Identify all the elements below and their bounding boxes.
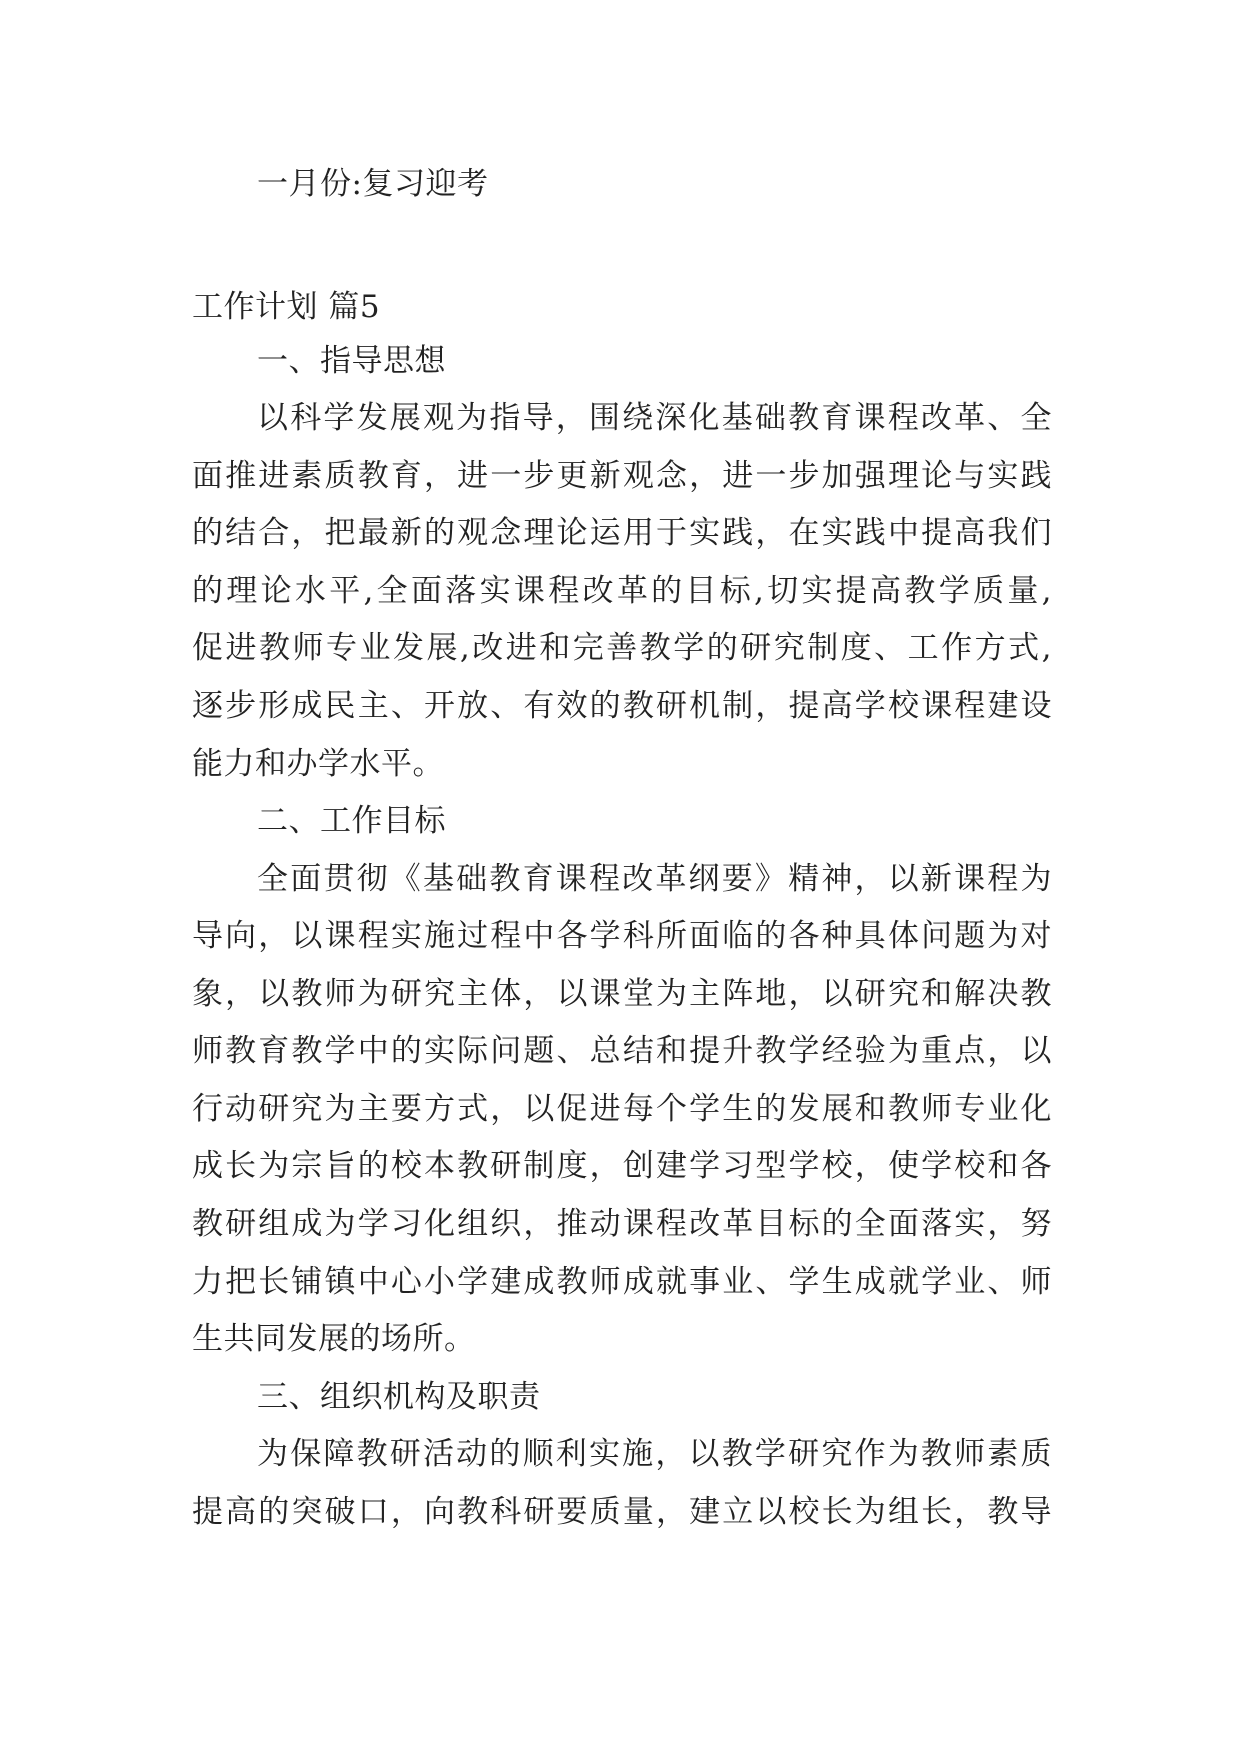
paragraph-line: 导向，以课程实施过程中各学科所面临的各种具体问题为对 — [192, 918, 1052, 954]
paragraph-line: 师教育教学中的实际问题、总结和提升教学经验为重点，以 — [192, 1033, 1052, 1069]
heading-organization: 三、组织机构及职责 — [257, 1379, 541, 1415]
paragraph-line: 象，以教师为研究主体，以课堂为主阵地，以研究和解决教 — [192, 976, 1052, 1012]
paragraph-line: 行动研究为主要方式，以促进每个学生的发展和教师专业化 — [192, 1091, 1052, 1127]
paragraph-line: 面推进素质教育，进一步更新观念，进一步加强理论与实践 — [192, 458, 1052, 494]
paragraph-line: 全面贯彻《基础教育课程改革纲要》精神，以新课程为 — [257, 861, 1052, 897]
paragraph-line: 的理论水平,全面落实课程改革的目标,切实提高教学质量, — [192, 573, 1052, 609]
paragraph-line: 以科学发展观为指导，围绕深化基础教育课程改革、全 — [257, 400, 1052, 436]
heading-work-goals: 二、工作目标 — [257, 803, 446, 839]
paragraph-line: 逐步形成民主、开放、有效的教研机制，提高学校课程建设 — [192, 688, 1052, 724]
paragraph-line: 力把长铺镇中心小学建成教师成就事业、学生成就学业、师 — [192, 1264, 1052, 1300]
heading-guiding-ideology: 一、指导思想 — [257, 343, 446, 379]
section-title: 工作计划 篇5 — [192, 289, 381, 325]
paragraph-line: 为保障教研活动的顺利实施，以教学研究作为教师素质 — [257, 1436, 1052, 1472]
paragraph-line: 提高的突破口，向教科研要质量，建立以校长为组长，教导 — [192, 1494, 1052, 1530]
paragraph-line: 能力和办学水平。 — [192, 746, 444, 782]
text-line-january: 一月份:复习迎考 — [257, 166, 489, 202]
paragraph-line: 促进教师专业发展,改进和完善教学的研究制度、工作方式, — [192, 630, 1052, 666]
paragraph-line: 生共同发展的场所。 — [192, 1321, 476, 1357]
paragraph-line: 成长为宗旨的校本教研制度，创建学习型学校，使学校和各 — [192, 1148, 1052, 1184]
paragraph-line: 教研组成为学习化组织，推动课程改革目标的全面落实，努 — [192, 1206, 1052, 1242]
paragraph-line: 的结合，把最新的观念理论运用于实践，在实践中提高我们 — [192, 515, 1052, 551]
